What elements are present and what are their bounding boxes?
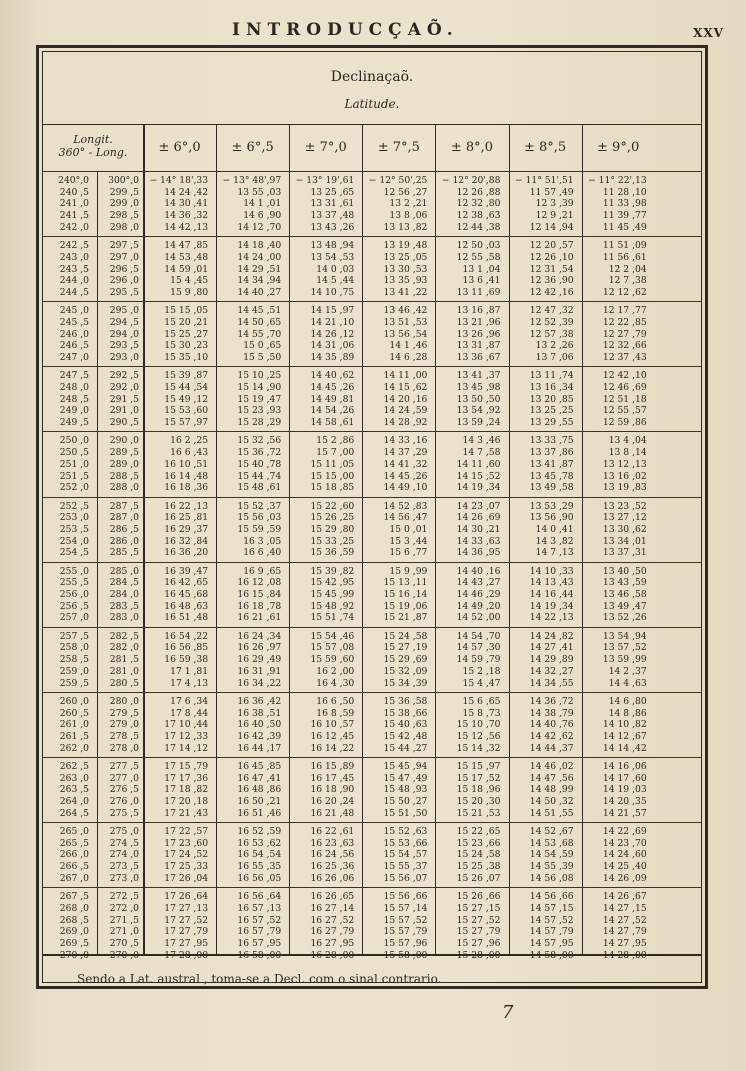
declination-values: 14 3 ,46 14 7 ,58 14 11 ,60 14 15 ,52 14 19 ,34 — [456, 435, 501, 494]
declination-values: 15 32 ,56 15 36 ,72 15 40 ,78 15 44 ,74 15 48 ,61 — [237, 435, 282, 494]
declination-values: 16 24 ,34 16 26 ,97 16 29 ,49 16 31 ,91 16 34 ,22 — [237, 630, 282, 689]
declination-values: 16 22 ,61 16 23 ,63 16 24 ,56 16 25 ,36 16 26 ,06 — [310, 826, 355, 884]
declination-values: 15 6 ,65 15 8 ,73 15 10 ,70 15 12 ,56 15 14 ,32 — [456, 695, 501, 754]
column-header: ± 7°,0 — [304, 140, 347, 155]
column-header: ± 8°,0 — [450, 140, 494, 155]
declination-values: 13 4 ,04 13 8 ,14 13 12 ,13 13 16 ,02 13 19 ,83 — [602, 435, 647, 494]
declination-values: 13 48 ,94 13 54 ,53 14 0 ,03 14 5 ,44 14 10 ,75 — [310, 240, 355, 298]
complement-longitude-values: 285 ,0 284 ,5 284 ,0 283 ,5 283 ,0 — [109, 565, 139, 624]
complement-longitude-values: 282 ,5 282 ,0 281 ,5 281 ,0 280 ,5 — [109, 630, 139, 689]
page-roman-numeral: XXV — [693, 26, 724, 40]
complement-longitude-values: 277 ,5 277 ,0 276 ,5 276 ,0 275 ,5 — [109, 760, 139, 819]
table-frame — [36, 45, 708, 989]
declination-values: 13 53 ,29 13 56 ,90 14 0 ,41 14 3 ,82 14 7 ,13 — [529, 500, 574, 559]
longit-header-line2: 360° - Long. — [58, 146, 128, 159]
declination-values: 13 54 ,94 13 57 ,52 13 59 ,99 14 2 ,37 14 4 ,63 — [602, 630, 647, 689]
group-rule — [43, 822, 701, 823]
declination-values: 14 23 ,07 14 26 ,69 14 30 ,21 14 33 ,63 14 36 ,95 — [456, 500, 501, 559]
declination-values: 16 36 ,42 16 38 ,51 16 40 ,50 16 42 ,39 16 44 ,17 — [237, 695, 282, 754]
declination-values: − 13° 19',61 13 25 ,65 13 31 ,61 13 37 ,48 13 43 ,26 — [295, 175, 355, 233]
declination-values: 14 15 ,97 14 21 ,10 14 26 ,12 14 31 ,06 14 35 ,89 — [310, 305, 355, 363]
column-rule — [362, 125, 363, 954]
declination-values: 16 45 ,85 16 47 ,41 16 48 ,86 16 50 ,21 16 51 ,46 — [237, 760, 282, 819]
longitude-values: 247 ,5 248 ,0 248 ,5 249 ,0 249 ,5 — [59, 370, 89, 429]
declination-values: − 13° 48',97 13 55 ,03 14 1 ,01 14 6 ,90 14 12 ,70 — [222, 175, 282, 233]
declination-values: − 12° 50',25 12 56 ,27 13 2 ,21 13 8 ,06 13 13 ,82 — [368, 175, 428, 233]
header-rule — [43, 171, 701, 172]
declination-values: 14 22 ,69 14 23 ,70 14 24 ,60 14 25 ,40 14 26 ,09 — [602, 826, 647, 884]
declination-values: 14 40 ,62 14 45 ,26 14 49 ,81 14 54 ,26 14 58 ,61 — [310, 370, 355, 429]
complement-longitude-values: 275 ,0 274 ,5 274 ,0 273 ,5 273 ,0 — [109, 826, 139, 884]
complement-longitude-values: 292 ,5 292 ,0 291 ,5 291 ,0 290 ,5 — [109, 370, 139, 429]
declination-values: 14 18 ,40 14 24 ,00 14 29 ,51 14 34 ,94 14 40 ,27 — [237, 240, 282, 298]
declination-values: 15 36 ,58 15 38 ,66 15 40 ,63 15 42 ,48 15 44 ,27 — [383, 695, 428, 754]
declination-values: − 11° 51',51 11 57 ,49 12 3 ,39 12 9 ,21 12 14 ,94 — [514, 175, 574, 233]
declination-values: 14 11 ,00 14 15 ,62 14 20 ,16 14 24 ,59 14 28 ,92 — [383, 370, 428, 429]
column-rule — [289, 125, 290, 954]
declination-values: 17 15 ,79 17 17 ,36 17 18 ,82 17 20 ,18 17 21 ,43 — [164, 760, 209, 819]
longitude-values: 250 ,0 250 ,5 251 ,0 251 ,5 252 ,0 — [59, 435, 89, 494]
declination-table — [43, 124, 701, 961]
declination-values: 13 23 ,52 13 27 ,12 13 30 ,62 13 34 ,01 13 37 ,31 — [602, 500, 647, 559]
declination-values: 14 6 ,80 14 8 ,86 14 10 ,82 14 12 ,67 14 14 ,42 — [602, 695, 647, 754]
declination-values: 15 54 ,46 15 57 ,08 15 59 ,60 16 2 ,00 16 4 ,30 — [310, 630, 355, 689]
footer-note: Sendo a Lat. austral , toma-se a Decl. com o sinal contrario. — [77, 972, 442, 986]
declination-values: 16 26 ,65 16 27 ,14 16 27 ,52 16 27 ,79 16 27 ,95 − 16 28 ,00 — [299, 891, 355, 961]
longitude-values: 265 ,0 265 ,5 266 ,0 266 ,5 267 ,0 — [59, 826, 89, 884]
table-subtitle: Latitude. — [344, 97, 400, 111]
table-title: Declinaçaõ. — [330, 69, 414, 85]
group-rule — [43, 497, 701, 498]
declination-values: 15 9 ,99 15 13 ,11 15 16 ,14 15 19 ,06 15 21 ,87 — [383, 565, 428, 624]
declination-values: 14 40 ,16 14 43 ,27 14 46 ,29 14 49 ,20 14 52 ,00 — [456, 565, 501, 624]
longitude-values: 262 ,5 263 ,0 263 ,5 264 ,0 264 ,5 — [59, 760, 89, 819]
declination-values: 16 56 ,64 16 57 ,13 16 57 ,52 16 57 ,79 16 57 ,95 − 16 58 ,00 — [226, 891, 282, 961]
declination-values: 14 16 ,06 14 17 ,60 14 19 ,03 14 20 ,35 14 21 ,57 — [602, 760, 647, 819]
complement-longitude-values: 295 ,0 294 ,5 294 ,0 293 ,5 293 ,0 — [109, 305, 139, 363]
longitude-values: 240°,0 240 ,5 241 ,0 241 ,5 242 ,0 — [58, 175, 89, 233]
declination-values: 13 16 ,87 13 21 ,96 13 26 ,96 13 31 ,87 13 36 ,67 — [456, 305, 501, 363]
complement-longitude-values: 297 ,5 297 ,0 296 ,5 296 ,0 295 ,5 — [109, 240, 139, 298]
column-header: ± 6°,5 — [231, 140, 274, 155]
declination-values: 14 56 ,66 14 57 ,15 14 57 ,52 14 57 ,79 14 57 ,95 − 14 58 ,00 — [519, 891, 574, 961]
group-rule — [43, 236, 701, 237]
group-rule — [43, 431, 701, 432]
declination-values: 15 52 ,63 15 53 ,66 15 54 ,57 15 55 ,37 15 56 ,07 — [383, 826, 428, 884]
column-rule — [509, 125, 510, 954]
group-rule — [43, 887, 701, 888]
declination-values: 13 40 ,50 13 43 ,59 13 46 ,58 13 49 ,47 13 52 ,26 — [602, 565, 647, 624]
longitude-values: 242 ,5 243 ,0 243 ,5 244 ,0 244 ,5 — [59, 240, 89, 298]
running-head — [0, 20, 746, 46]
column-rule — [435, 125, 436, 954]
complement-longitude-values: 280 ,0 279 ,5 279 ,0 278 ,5 278 ,0 — [109, 695, 139, 754]
declination-values: 16 39 ,47 16 42 ,65 16 45 ,68 16 48 ,63 16 51 ,48 — [164, 565, 209, 624]
declination-values: 16 52 ,59 16 53 ,62 16 54 ,54 16 55 ,35 16 56 ,05 — [237, 826, 282, 884]
declination-values: 13 11 ,74 13 16 ,34 13 20 ,85 13 25 ,25 13 29 ,55 — [529, 370, 574, 429]
group-rule — [43, 692, 701, 693]
declination-values: 14 52 ,67 14 53 ,68 14 54 ,59 14 55 ,39 14 56 ,08 — [529, 826, 574, 884]
complement-longitude-values: 272 ,5 272 ,0 271 ,5 271 ,0 270 ,5 270 ,0 — [109, 891, 139, 961]
declination-values: 16 54 ,22 16 56 ,85 16 59 ,38 17 1 ,81 17 4 ,13 — [164, 630, 209, 689]
declination-values: 14 46 ,02 14 47 ,56 14 48 ,99 14 50 ,32 14 51 ,55 — [529, 760, 574, 819]
declination-values: 14 47 ,85 14 53 ,48 14 59 ,01 15 4 ,45 15 9 ,80 — [164, 240, 209, 298]
column-rule — [582, 125, 583, 954]
declination-values: 14 33 ,16 14 37 ,29 14 41 ,32 14 45 ,26 14 49 ,10 — [383, 435, 428, 494]
group-rule — [43, 366, 701, 367]
declination-values: 15 10 ,25 15 14 ,90 15 19 ,47 15 23 ,93 15 28 ,29 — [237, 370, 282, 429]
declination-values: 13 46 ,42 13 51 ,53 13 56 ,54 14 1 ,46 14 6 ,28 — [383, 305, 428, 363]
longitude-values: 245 ,0 245 ,5 246 ,0 246 ,5 247 ,0 — [59, 305, 89, 363]
column-header: ± 8°,5 — [523, 140, 567, 155]
declination-values: 14 26 ,67 14 27 ,15 14 27 ,52 14 27 ,79 14 27 ,95 − 14 28 ,00 — [592, 891, 647, 961]
declination-values: 14 10 ,33 14 13 ,43 14 16 ,44 14 19 ,34 14 22 ,13 — [529, 565, 574, 624]
declination-values: 13 19 ,48 13 25 ,05 13 30 ,53 13 35 ,93 13 41 ,22 — [383, 240, 428, 298]
declination-values: 15 24 ,58 15 27 ,19 15 29 ,69 15 32 ,09 15 34 ,39 — [383, 630, 428, 689]
declination-values: − 14° 18',33 14 24 ,42 14 30 ,41 14 36 ,32 14 42 ,13 — [149, 175, 209, 233]
group-rule — [43, 301, 701, 302]
declination-values: 15 2 ,86 15 7 ,00 15 11 ,05 15 15 ,00 15 18 ,85 — [310, 435, 355, 494]
declination-values: 15 15 ,97 15 17 ,52 15 18 ,96 15 20 ,30 15 21 ,53 — [456, 760, 501, 819]
longit-header — [43, 125, 143, 171]
declination-values: 14 45 ,51 14 50 ,65 14 55 ,70 15 0 ,65 15 5 ,50 — [237, 305, 282, 363]
declination-values: 16 2 ,25 16 6 ,43 16 10 ,51 16 14 ,48 16 18 ,36 — [164, 435, 209, 494]
longitude-values: 257 ,5 258 ,0 258 ,5 259 ,0 259 ,5 — [59, 630, 89, 689]
declination-values: 14 24 ,82 14 27 ,41 14 29 ,89 14 32 ,27 14 34 ,55 — [529, 630, 574, 689]
page-number: 7 — [502, 1002, 514, 1023]
longitude-values: 267 ,5 268 ,0 268 ,5 269 ,0 269 ,5 270 ,0 — [59, 891, 89, 961]
declination-values: 13 33 ,75 13 37 ,86 13 41 ,87 13 45 ,78 13 49 ,58 — [529, 435, 574, 494]
declination-values: 12 47 ,32 12 52 ,39 12 57 ,38 13 2 ,26 13 7 ,06 — [529, 305, 574, 363]
declination-values: 15 15 ,05 15 20 ,21 15 25 ,27 15 30 ,23 15 35 ,10 — [164, 305, 209, 363]
declination-values: 15 45 ,94 15 47 ,49 15 48 ,93 15 50 ,27 15 51 ,50 — [383, 760, 428, 819]
declination-values: 12 50 ,03 12 55 ,58 13 1 ,04 13 6 ,41 13 11 ,69 — [456, 240, 501, 298]
longitude-values: 260 ,0 260 ,5 261 ,0 261 ,5 262 ,0 — [59, 695, 89, 754]
declination-values: 15 39 ,82 15 42 ,95 15 45 ,99 15 48 ,92 15 51 ,74 — [310, 565, 355, 624]
declination-values: 16 6 ,50 16 8 ,59 16 10 ,57 16 12 ,45 16 14 ,22 — [310, 695, 355, 754]
longitude-values: 255 ,0 255 ,5 256 ,0 256 ,5 257 ,0 — [59, 565, 89, 624]
column-header: ± 9°,0 — [597, 140, 640, 155]
table-frame-inner — [42, 51, 702, 986]
complement-longitude-values: 287 ,5 287 ,0 286 ,5 286 ,0 285 ,5 — [109, 500, 139, 559]
group-rule — [43, 757, 701, 758]
declination-values: 15 22 ,60 15 26 ,25 15 29 ,80 15 33 ,25 15 36 ,59 — [310, 500, 355, 559]
column-header: ± 6°,0 — [158, 140, 201, 155]
declination-values: − 11° 22',13 11 28 ,10 11 33 ,98 11 39 ,77 11 45 ,49 — [588, 175, 647, 233]
declination-values: 14 36 ,72 14 38 ,79 14 40 ,76 14 42 ,62 14 44 ,37 — [529, 695, 574, 754]
longit-header-line1: Longit. — [73, 133, 113, 146]
running-title: INTRODUCÇAÕ. — [232, 20, 459, 40]
declination-values: 12 20 ,57 12 26 ,10 12 31 ,54 12 36 ,90 12 42 ,16 — [529, 240, 574, 298]
declination-values: 16 15 ,89 16 17 ,45 16 18 ,90 16 20 ,24 16 21 ,48 — [310, 760, 355, 819]
declination-values: 15 56 ,66 15 57 ,14 15 57 ,52 15 57 ,79 15 57 ,96 − 15 58 ,00 — [372, 891, 428, 961]
longitude-values: 252 ,5 253 ,0 253 ,5 254 ,0 254 ,5 — [59, 500, 89, 559]
complement-longitude-values: 290 ,0 289 ,5 289 ,0 288 ,5 288 ,0 — [109, 435, 139, 494]
declination-values: 16 9 ,65 16 12 ,08 16 15 ,84 16 18 ,78 16 21 ,61 — [237, 565, 282, 624]
declination-values: 11 51 ,09 11 56 ,61 12 2 ,04 12 7 ,38 12 12 ,62 — [602, 240, 647, 298]
declination-values: 14 52 ,83 14 56 ,47 15 0 ,01 15 3 ,44 15 6 ,77 — [383, 500, 428, 559]
group-rule — [43, 627, 701, 628]
declination-values: 15 52 ,37 15 56 ,03 15 59 ,59 16 3 ,05 16 6 ,40 — [237, 500, 282, 559]
column-header: ± 7°,5 — [377, 140, 420, 155]
declination-values: 12 42 ,10 12 46 ,69 12 51 ,18 12 55 ,57 12 59 ,86 — [602, 370, 647, 429]
declination-values: 17 22 ,57 17 23 ,60 17 24 ,52 17 25 ,33 17 26 ,04 — [164, 826, 209, 884]
column-rule — [216, 125, 217, 954]
declination-values: 17 26 ,64 17 27 ,13 17 27 ,52 17 27 ,79 17 27 ,95 − 17 28 ,00 — [153, 891, 209, 961]
declination-values: 15 26 ,66 15 27 ,15 15 27 ,52 15 27 ,79 15 27 ,96 − 15 28 ,00 — [446, 891, 501, 961]
group-rule — [43, 562, 701, 563]
declination-values: 17 6 ,34 17 8 ,44 17 10 ,44 17 12 ,33 17 14 ,12 — [164, 695, 209, 754]
declination-values: − 12° 20',88 12 26 ,88 12 32 ,80 12 38 ,63 12 44 ,38 — [441, 175, 501, 233]
declination-values: 14 54 ,70 14 57 ,30 14 59 ,79 15 2 ,18 15 4 ,47 — [456, 630, 501, 689]
declination-values: 12 17 ,77 12 22 ,85 12 27 ,79 12 32 ,66 12 37 ,43 — [602, 305, 647, 363]
declination-values: 13 41 ,37 13 45 ,98 13 50 ,50 13 54 ,92 13 59 ,24 — [456, 370, 501, 429]
declination-values: 15 22 ,65 15 23 ,66 15 24 ,58 15 25 ,38 15 26 ,07 — [456, 826, 501, 884]
complement-longitude-values: 300°,0 299 ,5 299 ,0 298 ,5 298 ,0 — [108, 175, 139, 233]
declination-values: 16 22 ,13 16 25 ,81 16 29 ,37 16 32 ,84 16 36 ,20 — [164, 500, 209, 559]
declination-values: 15 39 ,87 15 44 ,54 15 49 ,12 15 53 ,60 15 57 ,97 — [164, 370, 209, 429]
